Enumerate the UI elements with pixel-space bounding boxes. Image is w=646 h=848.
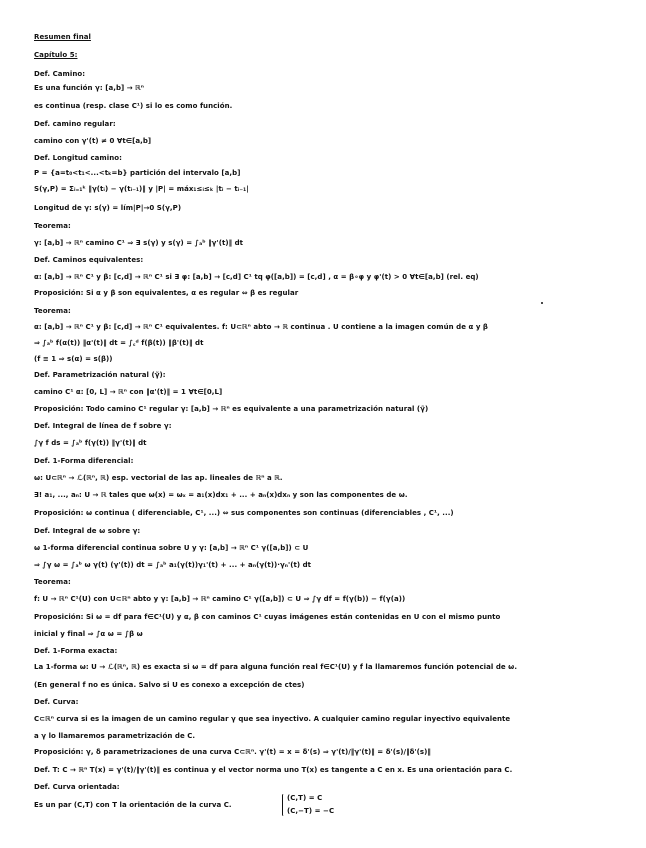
definition-heading: Def. camino regular: [34, 120, 116, 128]
formula-line: Longitud de γ: s(γ) = lím|P|→0 S(γ,P) [34, 204, 182, 212]
formula-line: S(γ,P) = Σᵢ₌₁ᵏ ‖γ(tᵢ) − γ(tᵢ₋₁)‖ y |P| = máx₁≤ᵢ≤ₖ |tᵢ − tᵢ₋₁| [34, 185, 249, 193]
formula-line: (C,−T) = −C [287, 807, 335, 815]
formula-line: ω: U⊂ℝⁿ → ℒ(ℝⁿ, ℝ) esp. vectorial de las ap. lineales de ℝⁿ a ℝ. [34, 474, 283, 482]
definition-heading: Def. Curva: [34, 698, 79, 706]
formula-line: inicial y final ⇒ ∫α ω = ∫β ω [34, 630, 143, 638]
text-line: a γ lo llamaremos parametrización de C. [34, 732, 196, 740]
theorem-heading: Teorema: [34, 222, 71, 230]
text-line: P = {a=t₀<t₁<...<tₖ=b} partición del intervalo [a,b] [34, 169, 241, 177]
theorem-heading: Teorema: [34, 578, 71, 586]
formula-line: camino C¹ α: [0, L] → ℝⁿ con ‖α'(t)‖ = 1 ∀t∈[0,L] [34, 388, 223, 396]
definition-heading: Def. 1-Forma exacta: [34, 647, 118, 655]
text-line: Es una función γ: [a,b] → ℝⁿ [34, 84, 145, 92]
formula-line: ⇒ ∫γ ω = ∫ₐᵇ ω γ(t) (γ'(t)) dt = ∫ₐᵇ a₁(γ(t))γ₁'(t) + ... + aₙ(γ(t))·γₙ'(t) dt [34, 561, 312, 569]
chapter-heading: Capítulo 5: [34, 51, 78, 59]
formula-line: α: [a,b] → ℝⁿ C¹ y β: [c,d] → ℝⁿ C¹ equivalentes. f: U⊂ℝⁿ abto → ℝ continua . U contiene a la imagen común de α y β [34, 323, 488, 331]
definition-heading: Def. Longitud camino: [34, 154, 122, 162]
proposition-line: Proposición: γ, δ parametrizaciones de una curva C⊂ℝⁿ. γ'(t) = x = δ'(s) ⇒ γ'(t)/‖γ'(t)‖ = δ'(s)/‖δ'(s)‖ [34, 748, 431, 756]
formula-line: f: U → ℝⁿ C¹(U) con U⊂ℝⁿ abto y γ: [a,b] → ℝⁿ camino C¹ γ([a,b]) ⊂ U ⇒ ∫γ df = f(γ(b)) − f(γ(a)) [34, 595, 406, 603]
proposition-line: Proposición: Si ω = df para f∈C¹(U) y α, β con caminos C¹ cuyas imágenes están contenidas en U con el mismo punto [34, 613, 501, 621]
definition-heading: Def. Curva orientada: [34, 783, 120, 791]
definition-heading: Def. 1-Forma diferencial: [34, 457, 134, 465]
stray-mark [541, 302, 543, 304]
formula-line: α: [a,b] → ℝⁿ C¹ y β: [c,d] → ℝⁿ C¹ si ∃ φ: [a,b] → [c,d] C¹ tq φ([a,b]) = [c,d] , α = β∘φ y φ'(t) > 0 ∀t∈[a,b] (rel. eq) [34, 273, 479, 281]
formula-line: ∃! a₁, ..., aₙ: U → ℝ tales que ω(x) = ωₓ = a₁(x)dx₁ + ... + aₙ(x)dxₙ y son las componentes de ω. [34, 491, 408, 499]
definition-heading: Def. Caminos equivalentes: [34, 256, 144, 264]
formula-line: ⇒ ∫ₐᵇ f(α(t)) ‖α'(t)‖ dt = ∫꜀ᵈ f(β(t)) ‖β'(t)‖ dt [34, 339, 204, 347]
formula-line: γ: [a,b] → ℝⁿ camino C¹ ⇒ ∃ s(γ) y s(γ) = ∫ₐᵇ ‖γ'(t)‖ dt [34, 239, 244, 247]
text-line: Es un par (C,T) con T la orientación de la curva C. [34, 801, 232, 809]
formula-line: ω 1-forma diferencial continua sobre U y γ: [a,b] → ℝⁿ C¹ γ([a,b]) ⊂ U [34, 544, 309, 552]
definition-heading: Def. Parametrización natural (γ̃): [34, 371, 166, 379]
brace-mark [282, 794, 285, 816]
formula-line: (f ≡ 1 ⇒ s(α) = s(β)) [34, 355, 113, 363]
text-line: La 1-forma ω: U → ℒ(ℝⁿ, ℝ) es exacta si ω = df para alguna función real f∈C¹(U) y f la llamaremos función potencial de ω. [34, 663, 518, 671]
text-line: C⊂ℝⁿ curva si es la imagen de un camino regular γ que sea inyectivo. A cualquier camino regular inyectivo equivalente [34, 715, 511, 723]
definition-heading: Def. Camino: [34, 70, 86, 78]
theorem-heading: Teorema: [34, 307, 71, 315]
document-title: Resumen final [34, 33, 91, 41]
proposition-line: Proposición: ω continua ( diferenciable, C¹, ...) ⇔ sus componentes son continuas (diferenciables , C¹, ...) [34, 509, 454, 517]
formula-line: (C,T) = C [287, 794, 323, 802]
formula-line: ∫γ f ds = ∫ₐᵇ f(γ(t)) ‖γ'(t)‖ dt [34, 439, 147, 447]
text-line: camino con γ'(t) ≠ 0 ∀t∈[a,b] [34, 137, 152, 145]
proposition-line: Proposición: Todo camino C¹ regular γ: [a,b] → ℝⁿ es equivalente a una parametrización natural (γ̃) [34, 405, 429, 413]
definition-heading: Def. Integral de ω sobre γ: [34, 527, 141, 535]
formula-line: Def. T: C → ℝⁿ T(x) = γ'(t)/‖γ'(t)‖ es continua y el vector norma uno T(x) es tangente a C en x. Es una orientación para C. [34, 766, 513, 774]
text-line: es continua (resp. clase C¹) si lo es como función. [34, 102, 233, 110]
proposition-line: Proposición: Si α y β son equivalentes, α es regular ⇔ β es regular [34, 289, 299, 297]
text-line: (En general f no es única. Salvo si U es conexo a excepción de ctes) [34, 681, 305, 689]
definition-heading: Def. Integral de línea de f sobre γ: [34, 422, 172, 430]
